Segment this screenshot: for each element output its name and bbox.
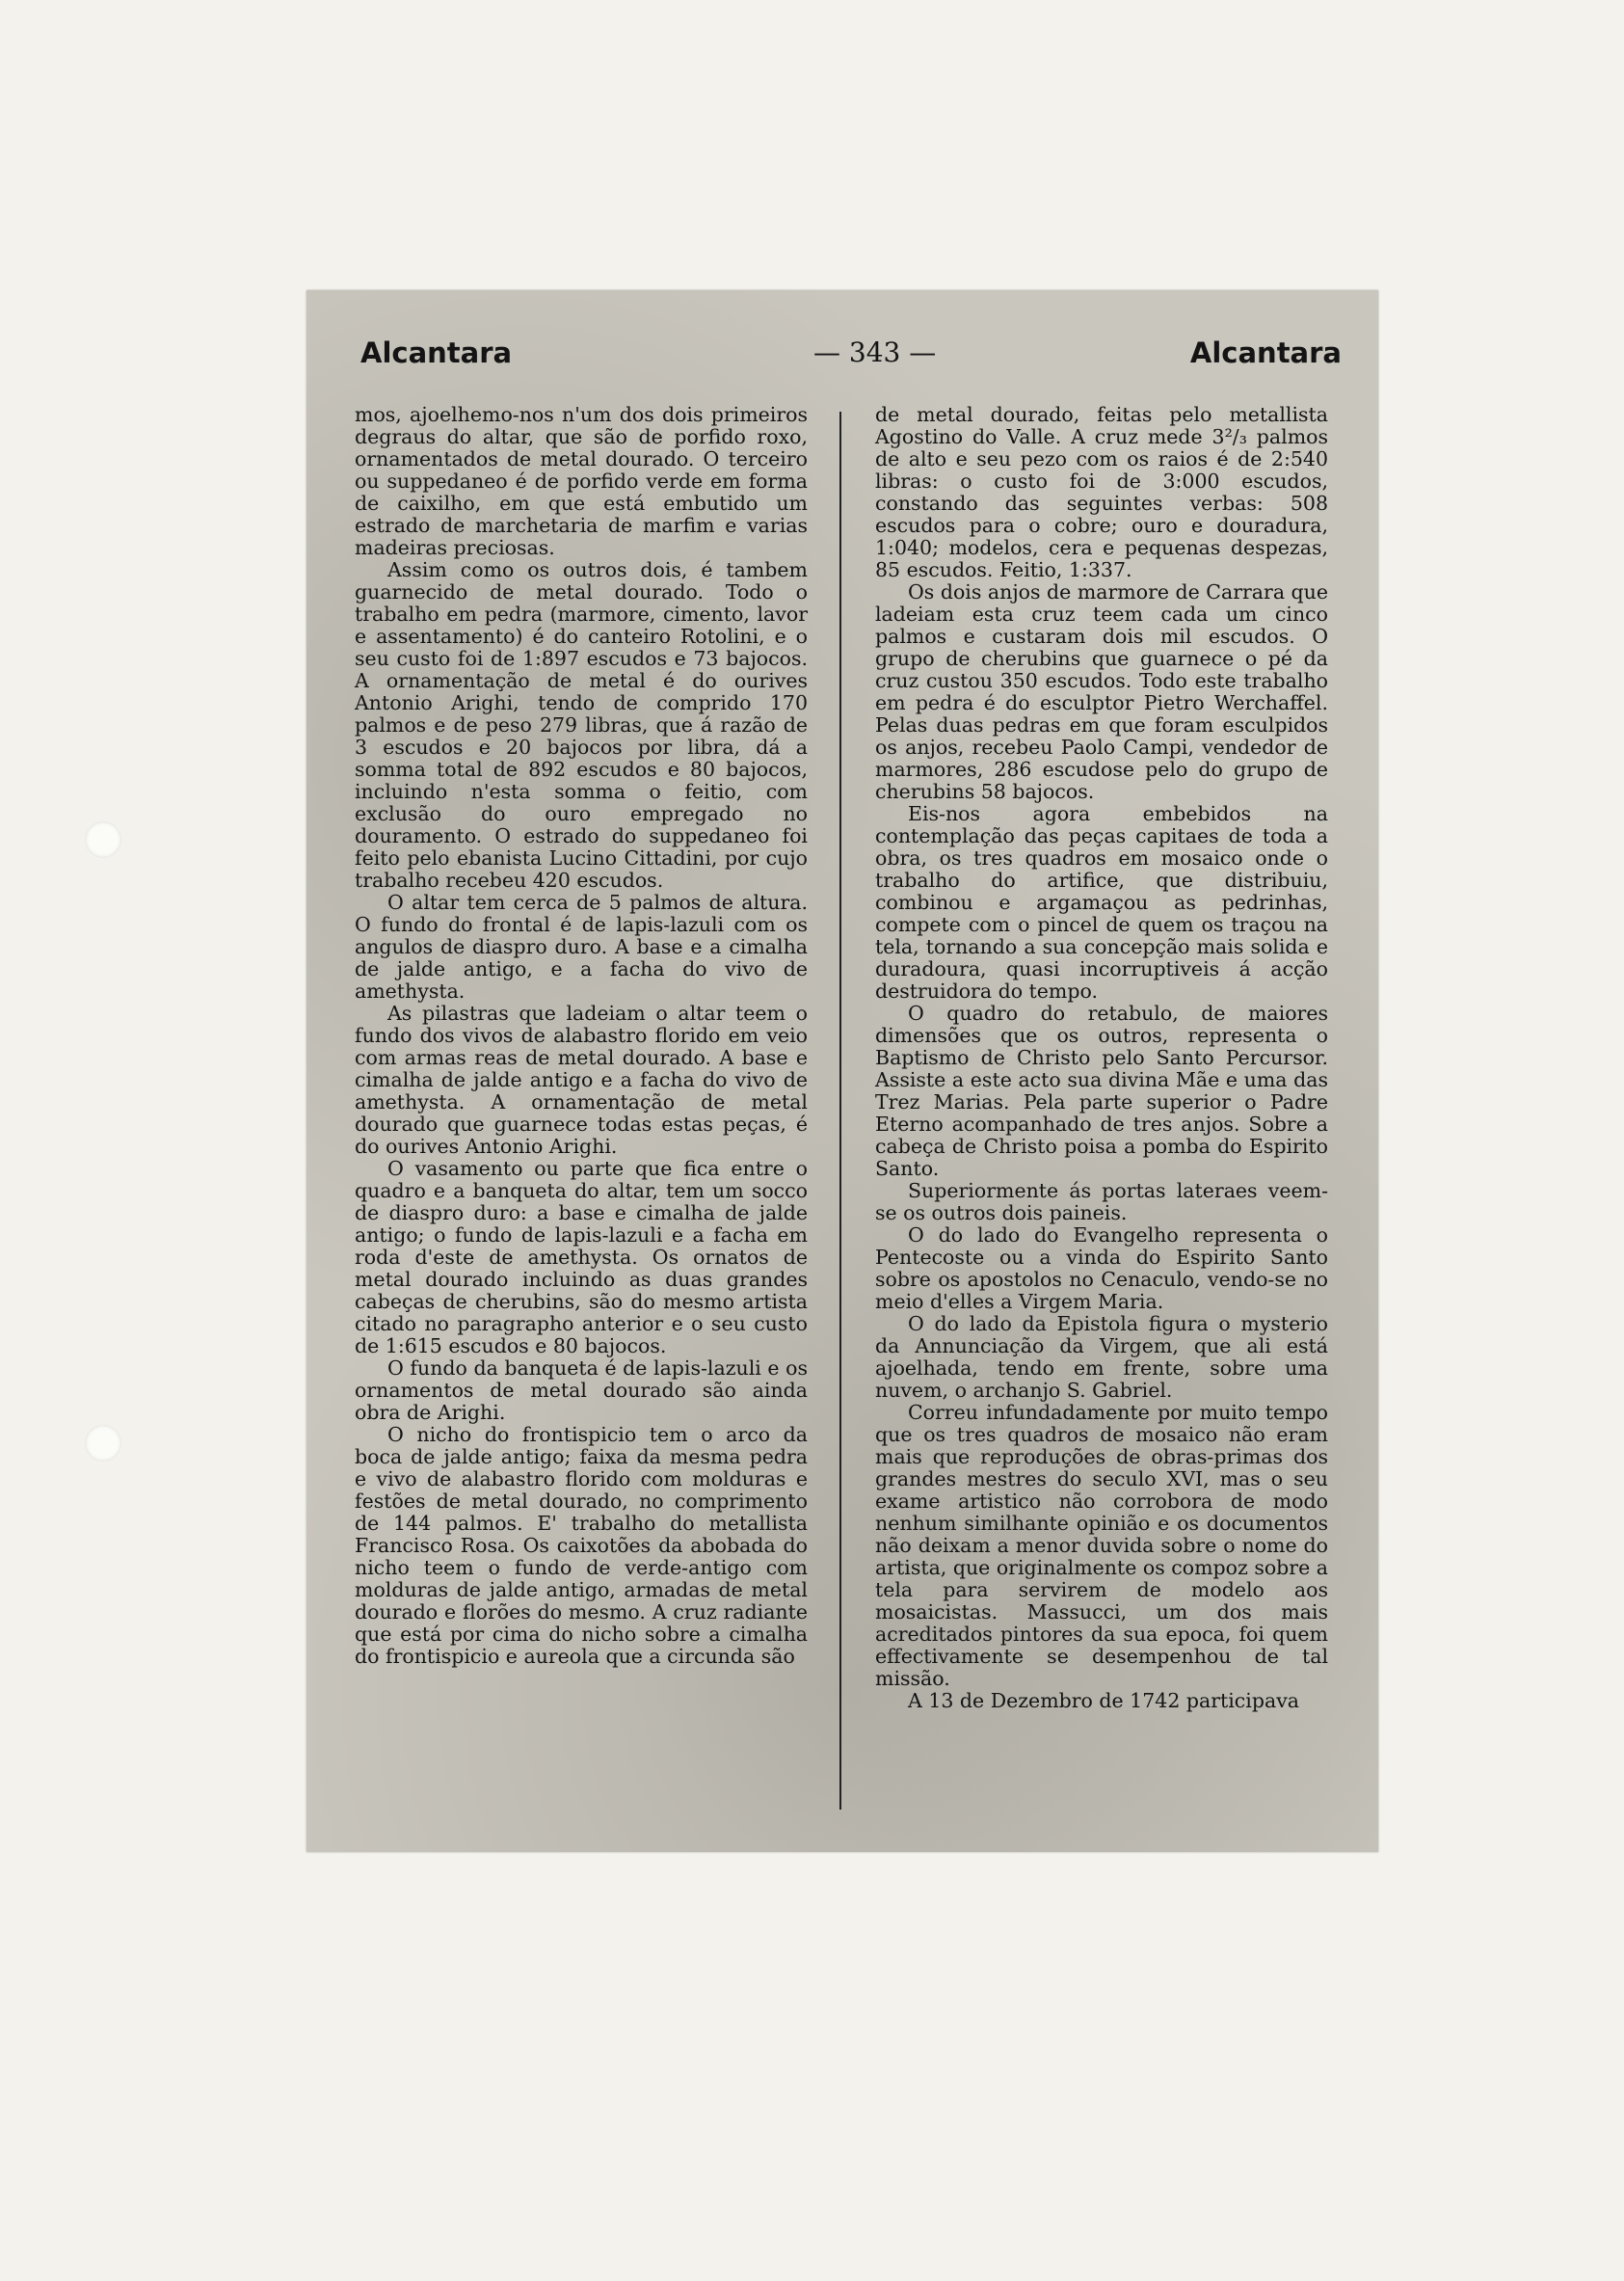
paragraph: de metal dourado, feitas pelo metallista Agostino do Valle. A cruz mede 3²/₃ palmos de alto e seu pezo com os raios é de 2:540 libras: o custo foi de 3:000 escudos, constando das seguintes verbas: 508 escudos para o cobre; ouro e douradura, 1:040; modelos, cera e pequenas despezas, 85 escudos. Feitio, 1:337. — [875, 403, 1328, 581]
paragraph: O do lado da Epistola figura o mysterio da Annunciação da Virgem, que ali está ajoelhada, tendo em frente, sobre uma nuvem, o archanjo S. Gabriel. — [875, 1312, 1328, 1402]
paragraph: A 13 de Dezembro de 1742 participava — [908, 1689, 1299, 1712]
right-column — [875, 404, 1328, 1712]
left-column — [355, 404, 808, 1668]
paragraph: O fundo da banqueta é de lapis-lazuli e os ornamentos de metal dourado são ainda obra de Arighi. — [355, 1356, 808, 1424]
punch-hole-upper — [85, 821, 121, 858]
paragraph: O nicho do frontispicio tem o arco da boca de jalde antigo; faixa da mesma pedra e vivo de alabastro florido com molduras e festões de metal dourado, no comprimento de 144 palmos. E' trabalho do metallista Francisco Rosa. Os caixotões da abobada do nicho teem o fundo de verde-antigo com molduras de jalde antigo, armadas de metal dourado e florões do mesmo. A cruz radiante que está por cima do nicho sobre a cimalha do frontispicio e aureola que a circunda são — [355, 1423, 808, 1668]
paragraph: Assim como os outros dois, é tambem guarnecido de metal dourado. Todo o trabalho em pedra (marmore, cimento, lavor e assentamento) é do canteiro Rotolini, e o seu custo foi de 1:897 escudos e 73 bajocos. A ornamentação de metal é do ourives Antonio Arighi, tendo de comprido 170 palmos e de peso 279 libras, que á razão de 3 escudos e 20 bajocos por libra, dá a somma total de 892 escudos e 80 bajocos, incluindo n'esta somma o feitio, com exclusão do ouro empregado no douramento. O estrado do suppedaneo foi feito pelo ebanista Lucino Cittadini, por cujo trabalho recebeu 420 escudos. — [355, 558, 808, 892]
paragraph: Os dois anjos de marmore de Carrara que ladeiam esta cruz teem cada um cinco palmos e custaram dois mil escudos. O grupo de cherubins que guarnece o pé da cruz custou 350 escudos. Todo este trabalho em pedra é do esculptor Pietro Werchaffel. Pelas duas pedras em que foram esculpidos os anjos, recebeu Paolo Campi, vendedor de marmores, 286 escudose pelo do grupo de cherubins 58 bajocos. — [875, 580, 1329, 803]
header-right-title: Alcantara — [1189, 336, 1342, 369]
paragraph: O altar tem cerca de 5 palmos de altura. O fundo do frontal é de lapis-lazuli com os angulos de diaspro duro. A base e a cimalha de jalde antigo, e a facha do vivo de amethysta. — [355, 891, 808, 1003]
paragraph: mos, ajoelhemo-nos n'um dos dois primeiros degraus do altar, que são de porfido roxo, ornamentados de metal dourado. O terceiro ou suppedaneo é de porfido verde em forma de caixilho, em que está embutido um estrado de marchetaria de marfim e varias madeiras preciosas. — [355, 403, 808, 559]
paragraph: Superiormente ás portas lateraes veem-se os outros dois paineis. — [875, 1179, 1328, 1224]
punch-hole-lower — [85, 1425, 121, 1462]
paragraph: O vasamento ou parte que fica entre o quadro e a banqueta do altar, tem um socco de diaspro duro: a base e cimalha de jalde antigo; o fundo de lapis-lazuli e a facha em roda d'este de amethysta. Os ornatos de metal dourado incluindo as duas grandes cabeças de cherubins, são do mesmo artista citado no paragrapho anterior e o seu custo de 1:615 escudos e 80 bajocos. — [355, 1157, 808, 1357]
page-header — [360, 336, 1342, 375]
paragraph: O quadro do retabulo, de maiores dimensões que os outros, representa o Baptismo de Christo pelo Santo Percursor. Assiste a este acto sua divina Mãe e uma das Trez Marias. Pela parte superior o Padre Eterno acompanhado de tres anjos. Sobre a cabeça de Christo poisa a pomba do Espirito Santo. — [875, 1002, 1328, 1180]
paragraph: As pilastras que ladeiam o altar teem o fundo dos vivos de alabastro florido em veio com armas reas de metal dourado. A base e cimalha de jalde antigo e a facha do vivo de amethysta. A ornamentação de metal dourado que guarnece todas estas peças, é do ourives Antonio Arighi. — [355, 1002, 808, 1158]
column-divider — [839, 412, 841, 1810]
paragraph: Eis-nos agora embebidos na contemplação das peças capitaes de toda a obra, os tres quadros em mosaico onde o trabalho do artifice, que distribuiu, combinou e argamaçou as pedrinhas, compete com o pincel de quem os traçou na tela, tornando a sua concepção mais solida e duradoura, quasi incorruptiveis á acção destruidora do tempo. — [875, 802, 1328, 1003]
paragraph: O do lado do Evangelho representa o Pentecoste ou a vinda do Espirito Santo sobre os apostolos no Cenaculo, vendo-se no meio d'elles a Virgem Maria. — [875, 1223, 1328, 1313]
header-left-title: Alcantara — [360, 336, 513, 369]
newspaper-clipping — [306, 290, 1378, 1852]
paragraph: Correu infundadamente por muito tempo que os tres quadros de mosaico não eram mais que reproduções de obras-primas dos grandes mestres do seculo XVI, mas o seu exame artistico não corrobora de modo nenhum similhante opinião e os documentos não deixam a menor duvida sobre o nome do artista, que originalmente os compoz sobre a tela para servirem de modelo aos mosaicistas. Massucci, um dos mais acreditados pintores da sua epoca, foi quem effectivamente se desempenhou de tal missão. — [875, 1401, 1328, 1690]
page-number: — 343 — — [813, 336, 937, 368]
